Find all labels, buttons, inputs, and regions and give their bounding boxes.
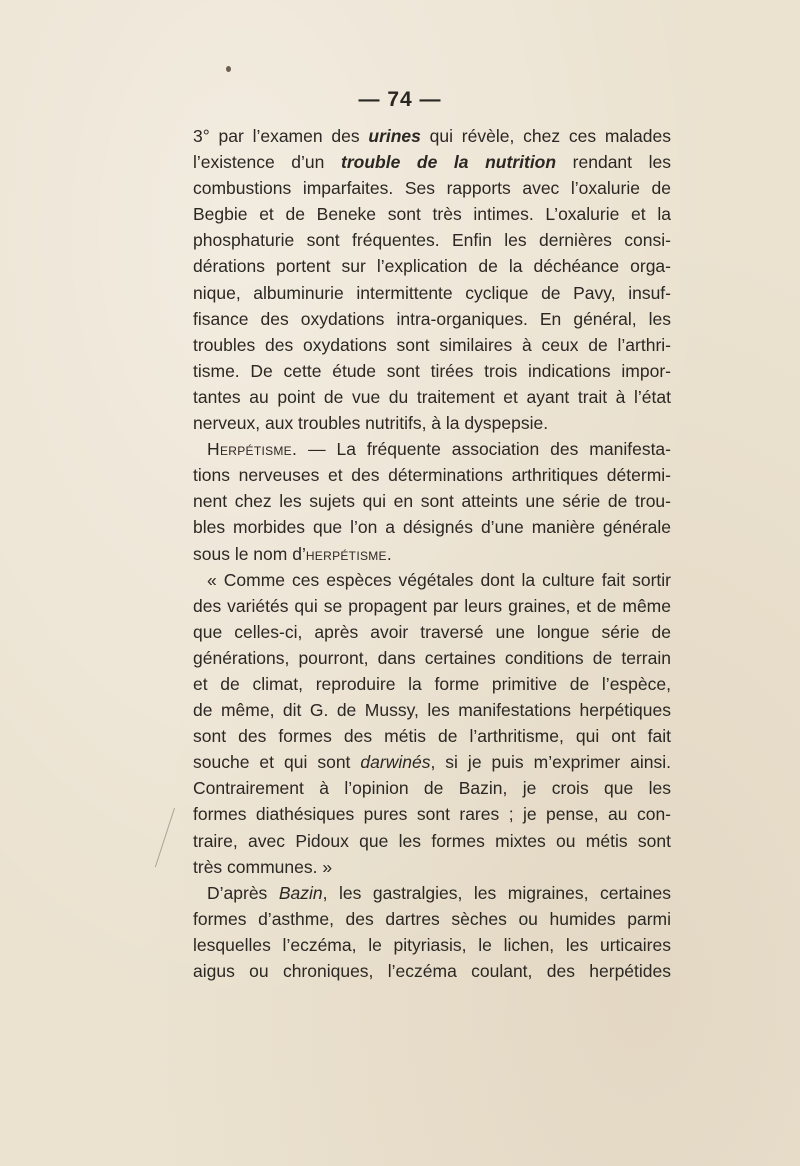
text-segment: Herpétisme. xyxy=(207,439,298,460)
text-segment: souche et qui sont xyxy=(193,752,361,773)
text-segment: rendant les xyxy=(556,152,671,173)
text-segment: formes d’asthme, des dartres sèches ou humides parmi xyxy=(193,908,671,929)
text-segment: nent chez les sujets qui en sont atteints une série de trou- xyxy=(193,491,671,512)
text-line xyxy=(193,906,671,932)
text-segment: , si je puis m’exprimer ainsi. xyxy=(430,752,671,773)
text-segment: Begbie et de Beneke sont très intimes. L’oxalurie et la xyxy=(193,204,671,225)
paper-scratch xyxy=(155,808,175,867)
text-segment: des variétés qui se propagent par leurs graines, et de même xyxy=(193,595,671,616)
text-line xyxy=(193,958,671,984)
text-line xyxy=(193,541,671,567)
text-segment: urines xyxy=(368,126,421,146)
text-line xyxy=(193,932,671,958)
text-segment: « Comme ces espèces végétales dont la culture fait sortir xyxy=(207,569,671,590)
text-line xyxy=(193,253,671,279)
text-line xyxy=(193,828,671,854)
text-line xyxy=(193,358,671,384)
text-segment: phosphaturie sont fréquentes. Enfin les dernières consi- xyxy=(193,230,671,251)
text-segment: sous le nom d’ xyxy=(193,543,306,564)
text-line xyxy=(193,749,671,775)
text-line xyxy=(193,280,671,306)
text-segment: troubles des oxydations sont similaires à ceux de l’arthri- xyxy=(193,334,671,355)
text-segment: Bazin xyxy=(278,882,323,903)
text-line xyxy=(193,671,671,697)
text-line xyxy=(193,123,671,149)
text-line xyxy=(193,384,671,410)
text-segment: bles morbides que l’on a désignés d’une manière générale xyxy=(193,517,671,538)
text-segment: générations, pourront, dans certaines conditions de terrain xyxy=(193,647,671,668)
text-segment: sont des formes des métis de l’arthritisme, qui ont fait xyxy=(193,726,671,747)
text-segment: 3° par l’examen des xyxy=(193,126,369,146)
text-segment: trouble de la nutrition xyxy=(341,152,557,173)
text-line xyxy=(193,723,671,749)
text-segment: fisance des oxydations intra-organiques. En général, les xyxy=(193,308,671,329)
text-segment: que celles-ci, après avoir traversé une longue série de xyxy=(193,621,671,642)
text-segment: darwinés xyxy=(360,752,431,773)
text-segment: traire, avec Pidoux que les formes mixtes ou métis sont xyxy=(193,830,671,851)
text-segment: formes diathésiques pures sont rares ; je pense, au con- xyxy=(193,804,671,825)
text-line xyxy=(193,645,671,671)
page-number: — 74 — xyxy=(358,88,442,111)
text-line xyxy=(193,149,671,175)
text-segment: de même, dit G. de Mussy, les manifestations herpétiques xyxy=(193,700,671,721)
text-segment: Contrairement à l’opinion de Bazin, je crois que les xyxy=(193,778,671,799)
text-segment: nique, albuminurie intermittente cyclique de Pavy, insuf- xyxy=(193,282,671,303)
text-segment: , les gastralgies, les migraines, certaines xyxy=(322,882,672,903)
text-line xyxy=(193,775,671,801)
text-segment: l’existence d’un xyxy=(193,152,341,173)
text-line xyxy=(193,436,671,462)
text-line xyxy=(193,854,671,880)
text-segment: D’après xyxy=(207,882,279,903)
text-line xyxy=(193,880,671,906)
ink-spot xyxy=(226,66,231,72)
text-segment: tions nerveuses et des déterminations arthritiques détermi- xyxy=(193,465,671,486)
text-segment: . xyxy=(386,543,392,564)
text-segment: tisme. De cette étude sont tirées trois indications impor- xyxy=(193,360,671,381)
text-segment: tantes au point de vue du traitement et ayant trait à l’état xyxy=(193,386,671,407)
text-line xyxy=(193,332,671,358)
text-segment: nerveux, aux troubles nutritifs, à la dyspepsie. xyxy=(193,413,549,434)
text-line xyxy=(193,514,671,540)
text-line xyxy=(193,462,671,488)
text-segment: très communes. » xyxy=(193,856,333,877)
text-line xyxy=(193,567,671,593)
text-line xyxy=(193,410,671,436)
text-segment: dérations portent sur l’explication de la déchéance orga- xyxy=(193,256,671,277)
text-segment: combustions imparfaites. Ses rapports avec l’oxalurie de xyxy=(193,178,671,199)
text-line xyxy=(193,306,671,332)
text-line xyxy=(193,619,671,645)
text-segment: et de climat, reproduire la forme primitive de l’espèce, xyxy=(193,673,671,694)
text-segment: qui révèle, chez ces malades xyxy=(420,126,671,146)
text-segment: lesquelles l’eczéma, le pityriasis, le lichen, les urticaires xyxy=(193,934,671,955)
text-line xyxy=(193,175,671,201)
text-line xyxy=(193,697,671,723)
text-line xyxy=(193,227,671,253)
text-segment: aigus ou chroniques, l’eczéma coulant, des herpétides xyxy=(193,961,671,981)
text-line xyxy=(193,593,671,619)
text-segment: — La fréquente association des manifesta- xyxy=(297,439,671,460)
text-line xyxy=(193,488,671,514)
text-line xyxy=(193,201,671,227)
text-line xyxy=(193,801,671,827)
page-body-text xyxy=(193,123,671,984)
text-segment: herpétisme xyxy=(305,543,387,564)
